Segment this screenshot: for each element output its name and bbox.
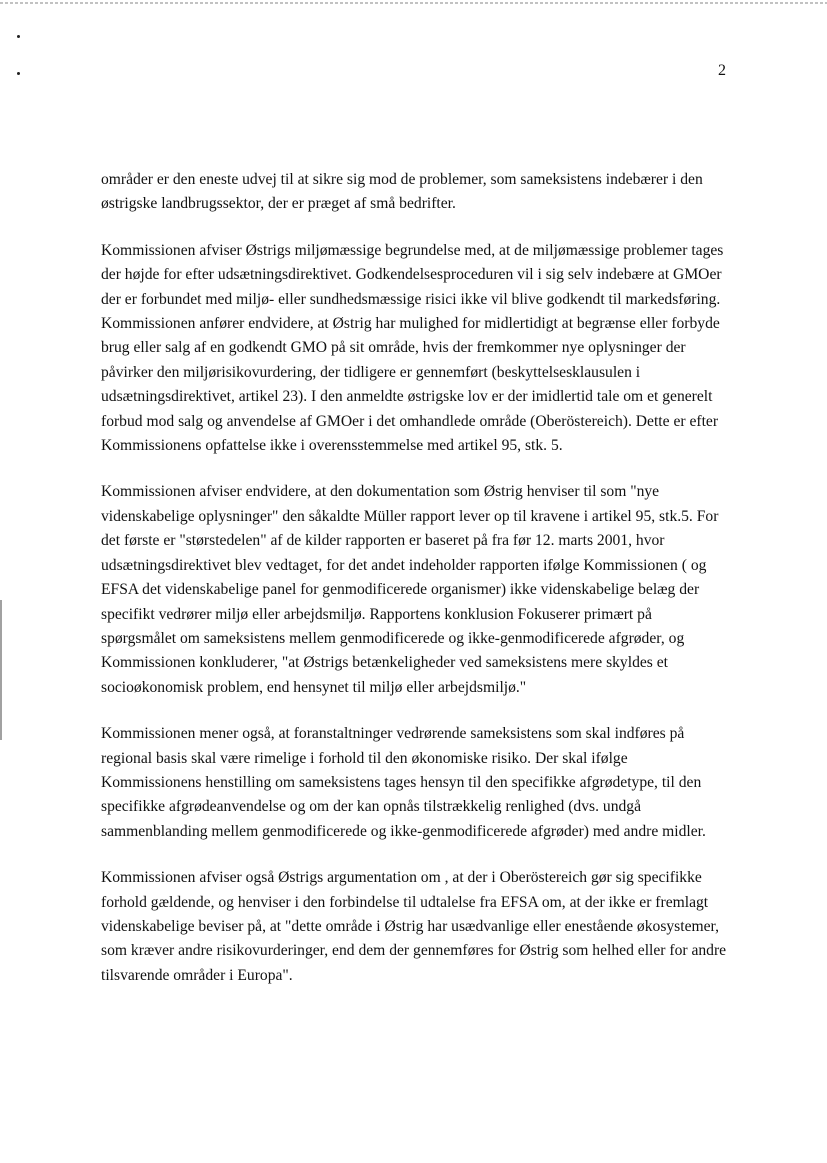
paragraph: Kommissionen afviser Østrigs miljømæssige begrundelse med, at de miljømæssige problemer tages der højde for efter udsætningsdirektivet. Godkendelsesproceduren vil i sig selv indebære at GMOer der er forbundet med miljø- eller sundhedsmæssige risici ikke vil blive godkendt til markedsføring. Kommissionen anfører endvidere, at Østrig har mulighed for midlertidigt at begrænse eller forbyde brug eller salg af en godkendt GMO på sit område, hvis der fremkommer nye oplysninger der påvirker den miljørisikovurdering, der tidligere er gennemført (beskyttelsesklausulen i udsætningsdirektivet, artikel 23). I den anmeldte østrigske lov er der imidlertid tale om et generelt forbud mod salg og anvendelse af GMOer i det omhandlede område (Oberöstereich). Dette er efter Kommissionens opfattelse ikke i overensstemmelse med artikel 95, stk. 5. xyxy=(101,241,724,455)
scan-edge-artifact xyxy=(0,2,827,4)
paragraph: Kommissionen mener også, at foranstaltninger vedrørende sameksistens som skal indføres på regional basis skal være rimelige i forhold til den økonomiske risiko. Der skal ifølge Kommissionens henstilling om sameksistens tages hensyn til den specifikke afgrødetype, til den specifikke afgrødeanvendelse og om der kan opnås tilstrækkelig renlighed (dvs. undgå sammenblanding mellem genmodificerede og ikke-genmodificerede afgrøder) med andre midler. xyxy=(101,725,706,840)
scan-speck xyxy=(17,72,20,75)
scan-speck xyxy=(17,35,20,38)
page-number: 2 xyxy=(718,62,726,79)
document-body xyxy=(101,168,729,1010)
scan-margin-mark xyxy=(0,600,2,740)
paragraph: Kommissionen afviser også Østrigs argumentation om , at der i Oberöstereich gør sig specifikke forhold gældende, og henviser i den forbindelse til udtalelse fra EFSA om, at der ikke er fremlagt videnskabelige beviser på, at "dette område i Østrig har usædvanlige eller enestående økosystemer, som kræver andre risikovurderinger, end dem der gennemføres for Østrig som helhed eller for andre tilsvarende områder i Europa". xyxy=(101,869,727,984)
paragraph: områder er den eneste udvej til at sikre sig mod de problemer, som sameksistens indebærer i den østrigske landbrugssektor, der er præget af små bedrifter. xyxy=(101,171,703,213)
paragraph: Kommissionen afviser endvidere, at den dokumentation som Østrig henviser til som "nye videnskabelige oplysninger" den såkaldte Müller rapport lever op til kravene i artikel 95, stk.5. For det første er "størstedelen" af de kilder rapporten er baseret på fra før 12. marts 2001, hvor udsætningsdirektivet blev vedtaget, for det andet indeholder rapporten ifølge Kommissionen ( og EFSA det videnskabelige panel for genmodificerede organismer) ikke videnskabelige belæg der specifikt vedrører miljø eller arbejdsmiljø. Rapportens konklusion Fokuserer primært på spørgsmålet om sameksistens mellem genmodificerede og ikke-genmodificerede afgrøder, og Kommissionen konkluderer, "at Østrigs betænkeligheder ved sameksistens mere skyldes et socioøkonomisk problem, end hensynet til miljø eller arbejdsmiljø." xyxy=(101,483,719,696)
